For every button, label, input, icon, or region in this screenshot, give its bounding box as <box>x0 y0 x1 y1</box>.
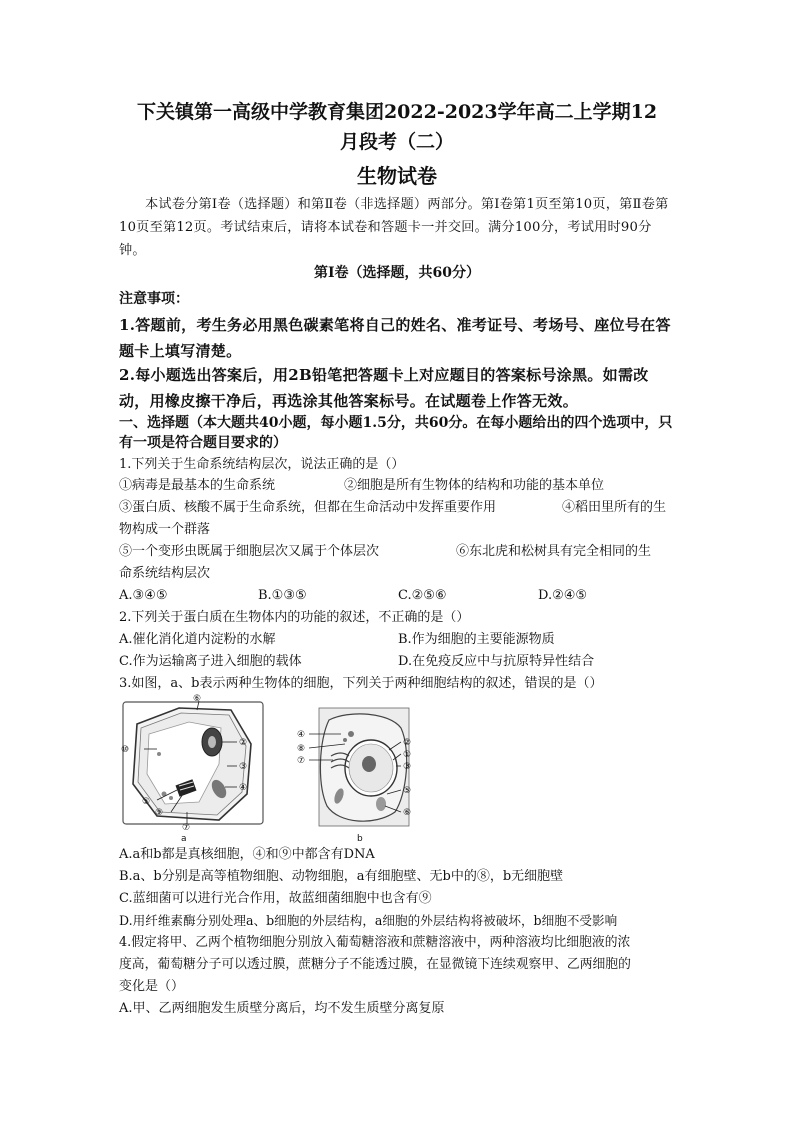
q4-stem-line1: 4.假定将甲、乙两个植物细胞分别放入葡萄糖溶液和蔗糖溶液中，两种溶液均比细胞液的浓 <box>119 935 631 950</box>
q1-option-d: D.②④⑤ <box>538 588 588 603</box>
q1-statement-4a: ④稻田里所有的生 <box>562 500 667 515</box>
q1-option-b: B.①③⑤ <box>258 588 307 603</box>
animal-cell-b <box>309 708 412 826</box>
cell-diagram-figure <box>119 694 419 842</box>
fig-b-label-1: ① <box>403 750 412 760</box>
q1-statement-4b: 物构成一个群落 <box>119 522 211 537</box>
notes-heading: 注意事项： <box>119 291 189 307</box>
fig-a-caption: a <box>181 834 187 842</box>
q3-stem: 3.如图，a、b表示两种生物体的细胞，下列关于两种细胞结构的叙述，错误的是（） <box>119 676 603 691</box>
fig-b-label-6: ⑥ <box>403 808 412 818</box>
q3-option-a: A.a和b都是真核细胞，④和⑨中都含有DNA <box>119 847 375 862</box>
q1-option-c: C.②⑤⑥ <box>398 588 447 603</box>
fig-b-label-8: ⑧ <box>297 744 306 754</box>
intro-paragraph: 本试卷分第Ⅰ卷（选择题）和第Ⅱ卷（非选择题）两部分。第Ⅰ卷第1页至第10页，第Ⅱ卷第10页至第12页。考试结束后，请将本试卷和答题卡一并交回。满分100分，考试用时90分钟。 <box>119 197 669 258</box>
note-item-1: 1.答题前，考生务必用黑色碳素笔将自己的姓名、准考证号、考场号、座位号在答题卡上填写清楚。 <box>119 316 671 360</box>
fig-b-label-7: ⑦ <box>297 756 306 766</box>
q1-statement-1: ①病毒是最基本的生命系统 <box>119 478 276 493</box>
q2-option-c: C.作为运输离子进入细胞的载体 <box>119 654 302 669</box>
fig-a-label-10: ⑩ <box>121 745 130 755</box>
fig-b-label-2: ② <box>403 738 412 748</box>
q2-option-a: A.催化消化道内淀粉的水解 <box>119 632 276 647</box>
fig-a-label-2: ② <box>239 738 248 748</box>
fig-a-label-7: ⑦ <box>182 823 191 833</box>
part1-heading: 一、选择题（本大题共40小题，每小题1.5分，共60分。在每小题给出的四个选项中，只有一项是符合题目要求的） <box>119 415 673 451</box>
q3-option-b: B.a、b分别是高等植物细胞、动物细胞，a有细胞壁、无b中的⑧，b无细胞壁 <box>119 869 564 884</box>
q1-statement-6a: ⑥东北虎和松树具有完全相同的生 <box>456 544 652 559</box>
fig-a-label-9: ⑨ <box>155 808 164 818</box>
fig-a-label-5: ⑤ <box>142 797 151 807</box>
q2-option-d: D.在免疫反应中与抗原特异性结合 <box>398 654 595 669</box>
q1-statement-2: ②细胞是所有生物体的结构和功能的基本单位 <box>344 478 605 493</box>
fig-b-label-3: ③ <box>403 762 412 772</box>
q1-option-a: A.③④⑤ <box>119 588 168 603</box>
q2-option-b: B.作为细胞的主要能源物质 <box>398 632 555 647</box>
q4-option-a: A.甲、乙两细胞发生质壁分离后，均不发生质壁分离复原 <box>119 1001 445 1016</box>
fig-b-caption: b <box>357 834 363 842</box>
q1-statement-5: ⑤一个变形虫既属于细胞层次又属于个体层次 <box>119 544 380 559</box>
q1-statement-6b: 命系统结构层次 <box>119 566 211 581</box>
q1-statement-3: ③蛋白质、核酸不属于生命系统，但都在生命活动中发挥重要作用 <box>119 500 497 515</box>
fig-b-label-5: ⑤ <box>403 786 412 796</box>
fig-a-label-4: ④ <box>239 783 248 793</box>
q3-option-d: D.用纤维素酶分别处理a、b细胞的外层结构，a细胞的外层结构将被破坏，b细胞不受影响 <box>119 913 618 928</box>
q4-stem-line2: 度高，葡萄糖分子可以透过膜，蔗糖分子不能透过膜，在显微镜下连续观察甲、乙两细胞的 <box>119 957 631 972</box>
q3-option-c: C.蓝细菌可以进行光合作用，故蓝细菌细胞中也含有⑨ <box>119 891 432 906</box>
fig-b-label-4: ④ <box>297 730 306 740</box>
exam-title-line2: 月段考（二） <box>339 131 454 153</box>
exam-subtitle: 生物试卷 <box>357 164 437 188</box>
note-item-2: 2.每小题选出答案后，用2B铅笔把答题卡上对应题目的答案标号涂黑。如需改动，用橡皮擦干净后，再选涂其他答案标号。在试题卷上作答无效。 <box>119 366 649 410</box>
fig-a-label-6: ⑥ <box>193 694 202 704</box>
q4-stem-line3: 变化是（） <box>119 979 185 994</box>
fig-a-label-3: ③ <box>239 762 248 772</box>
q1-stem: 1.下列关于生命系统结构层次，说法正确的是（） <box>119 457 405 472</box>
q2-stem: 2.下列关于蛋白质在生物体内的功能的叙述，不正确的是（） <box>119 610 470 625</box>
exam-title-line1: 下关镇第一高级中学教育集团2022-2023学年高二上学期12 <box>136 101 658 123</box>
section-title: 第Ⅰ卷（选择题，共60分） <box>313 265 481 281</box>
